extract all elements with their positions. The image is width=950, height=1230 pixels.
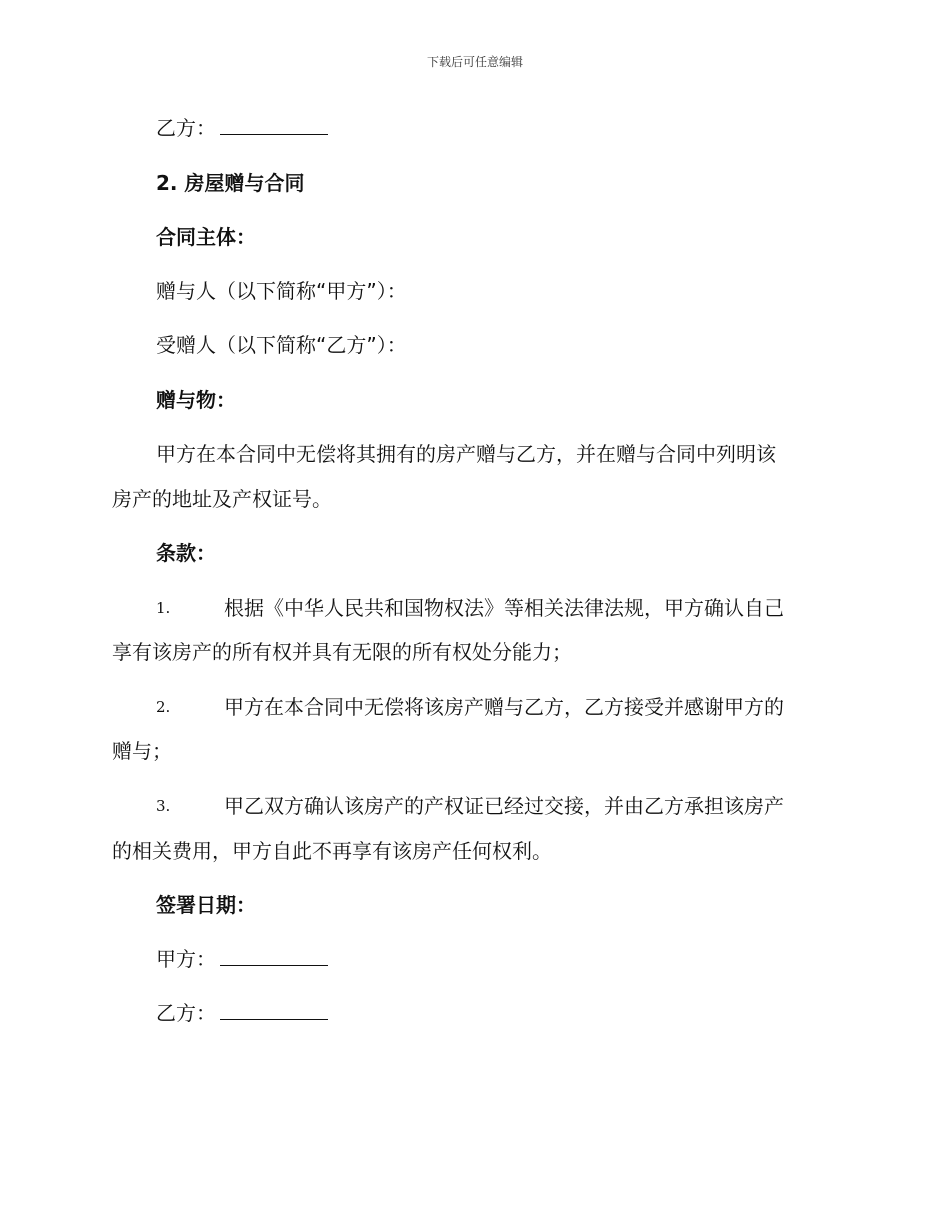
terms-heading: 条款： (156, 541, 216, 565)
signature-blank (220, 945, 328, 966)
sign-date-heading: 签署日期： (156, 893, 256, 917)
page-header: 下载后可任意编辑 (426, 55, 523, 69)
party-b-label: 乙方： (156, 1001, 216, 1025)
term-3-text: 甲乙双方确认该房产的产权证已经过交接，并由乙方承担该房产 (224, 794, 784, 818)
term-3-line-1 (0, 792, 950, 820)
term-2-text: 甲方在本合同中无偿将该房产赠与乙方，乙方接受并感谢甲方的 (224, 695, 784, 719)
signature-blank (220, 999, 328, 1020)
term-1-text: 根据《中华人民共和国物权法》等相关法律法规，甲方确认自己 (224, 596, 784, 620)
term-2-line-2: 赠与； (112, 739, 172, 763)
donee-line: 受赠人（以下简称“乙方”）： (156, 333, 407, 357)
gift-heading: 赠与物： (156, 388, 236, 412)
gift-description-line-2: 房产的地址及产权证号。 (112, 487, 332, 511)
gift-description-line-1: 甲方在本合同中无偿将其拥有的房产赠与乙方，并在赠与合同中列明该 (156, 442, 776, 466)
party-a-label: 甲方： (156, 947, 216, 971)
party-b-label: 乙方： (156, 116, 216, 140)
term-3-number: 3. (156, 797, 171, 815)
donor-line: 赠与人（以下简称“甲方”）： (156, 279, 407, 303)
signature-blank (220, 114, 328, 135)
section-title: 2. 房屋赠与合同 (156, 171, 305, 195)
party-b-signature-line (0, 999, 950, 1027)
subjects-heading: 合同主体： (156, 225, 256, 249)
term-3-line-2: 的相关费用，甲方自此不再享有该房产任何权利。 (112, 839, 552, 863)
party-b-signature-line-top (0, 114, 950, 142)
term-1-line-1 (0, 594, 950, 622)
term-2-line-1 (0, 693, 950, 721)
term-2-number: 2. (156, 698, 171, 716)
term-1-number: 1. (156, 599, 171, 617)
term-1-line-2: 享有该房产的所有权并具有无限的所有权处分能力； (112, 640, 572, 664)
party-a-signature-line (0, 945, 950, 973)
